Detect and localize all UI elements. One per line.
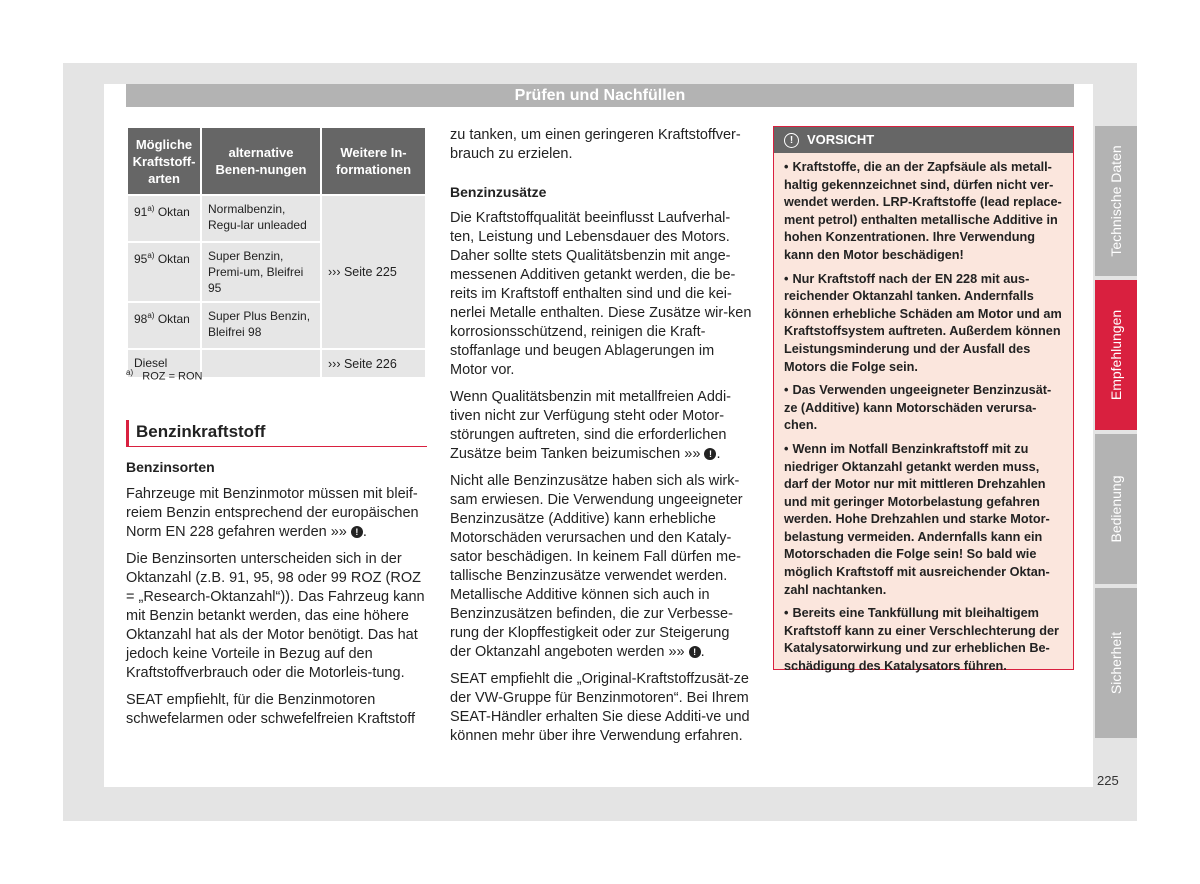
warning-title: VORSICHT	[807, 132, 875, 147]
reference-link-benzin[interactable]: ››› Seite 225	[321, 195, 426, 349]
page-header: Prüfen und Nachfüllen	[126, 84, 1074, 107]
table-header: Weitere In-formationen	[321, 127, 426, 195]
fuel-type-cell: 95$^{a)}$ Oktan	[127, 242, 201, 302]
fuel-type-cell: 91$^{a)}$ Oktan	[127, 195, 201, 242]
paragraph: Fahrzeuge mit Benzinmotor müssen mit bleif-reiem Benzin entsprechend der europäischen Norm EN 228 gefahren werden »» ! .	[126, 486, 419, 540]
subheading-benzinsorten: Benzinsorten	[126, 459, 215, 475]
table-header: Mögliche Kraftstoff-arten	[127, 127, 201, 195]
column-2-top-text	[450, 126, 754, 172]
warning-ref-icon: !	[704, 448, 716, 460]
warning-ref-icon: !	[351, 526, 363, 538]
table-header-row	[127, 127, 426, 195]
paragraph: SEAT empfiehlt, für die Benzinmotoren schwefelarmen oder schwefelfreien Kraftstoff	[126, 692, 416, 727]
side-tab-technische-daten[interactable]	[1095, 126, 1137, 276]
table-row	[127, 195, 426, 242]
warning-ref-icon: !	[689, 646, 701, 658]
column-1-text	[126, 485, 430, 737]
warning-item: • Nur Kraftstoff nach der EN 228 mit aus-reichender Oktanzahl tanken. Andernfalls können erhebliche Schäden am Motor und am Kraftstoffsystem auftreten. Außerdem können Leistungsminderung und der Ausfall des Motors die Folge sein.	[784, 271, 1062, 374]
warning-item: • Das Verwenden ungeeigneter Benzinzusät-ze (Additive) kann Motorschäden verursa-chen.	[784, 383, 1052, 433]
side-tab-label: Empfehlungen	[1108, 309, 1124, 401]
column-2-text	[450, 209, 754, 754]
paragraph: Wenn Qualitätsbenzin mit metallfreien Addi-tiven nicht zur Verfügung steht oder Motor-störungen auftreten, sind die erforderlichen Zusätze beim Tanken beizumischen »» ! .	[450, 389, 732, 462]
page-number: 225	[1097, 773, 1119, 788]
side-tab-label: Bedienung	[1108, 475, 1124, 543]
paragraph: Die Kraftstoffqualität beeinflusst Laufverhal-ten, Leistung und Lebensdauer des Motors. Daher sollte stets Qualitätsbenzin mit ange-messenen Additiven getankt werden, die be-reits im Kraftstoff enthalten sind und die kei-nerlei Metalle enthalten. Diese Zusätze wir-ken korrosionsschützend, reinigen die Kraft-stoffanlage und beugen Ablagerungen im Motor vor.	[450, 210, 752, 378]
warning-item: • Wenn im Notfall Benzinkraftstoff mit zu niedriger Oktanzahl getankt werden muss, darf der Motor nur mit mittleren Drehzahlen und mit geringer Motorbelastung gefahren werden. Hohe Drehzahlen und starke Motor-belastung vermeiden. Andernfalls kann ein Motorschaden die Folge sein! So bald wie möglich Kraftstoff mit ausreichender Oktan-zahl nachtanken.	[784, 441, 1050, 597]
table-header: alternative Benen-nungen	[201, 127, 321, 195]
alert-icon: !	[784, 133, 799, 148]
alt-name-cell: Super Plus Benzin, Bleifrei 98	[201, 302, 321, 349]
side-tab-label: Technische Daten	[1108, 145, 1124, 257]
paragraph: Nicht alle Benzinzusätze haben sich als wirk-sam erwiesen. Die Verwendung ungeeigneter Benzinzusätze (Additive) kann erhebliche Motorschäden verursachen und den Kataly-sator beschädigen. In keinem Fall dürfen me-tallische Benzinzusätze verwendet werden. Metallische Additive können sich auch in Benzinzusätzen befinden, die zur Verbesse-rung der Klopffestigkeit oder zur Steigerung der Oktanzahl angeboten werden »» ! .	[450, 473, 743, 660]
table-footnote: $^{a)}$ ROZ = RON	[126, 368, 203, 383]
paragraph: SEAT empfiehlt die „Original-Kraftstoffzusät-ze der VW-Gruppe für Benzinmotoren“. Bei Ihrem SEAT-Händler erhalten Sie diese Additi-ve und können mehr über ihre Verwendung erfahren.	[450, 671, 750, 744]
reference-link-diesel[interactable]: ››› Seite 226	[321, 349, 426, 378]
side-tab-sicherheit[interactable]	[1095, 588, 1137, 738]
subheading-benzinzusaetze: Benzinzusätze	[450, 184, 547, 200]
warning-list	[774, 153, 1073, 676]
fuel-table	[126, 126, 427, 379]
alt-name-cell: Super Benzin, Premi-um, Bleifrei 95	[201, 242, 321, 302]
warning-item: • Kraftstoffe, die an der Zapfsäule als metall-haltig gekennzeichnet sind, dürfen nicht ver-wendet werden. LRP-Kraftstoffe (lead replace-ment petrol) enthalten metallische Additive in hohen Konzentrationen. Ihre Verwendung kann den Motor beschädigen!	[784, 160, 1062, 262]
warning-box	[773, 126, 1074, 674]
paragraph: Die Benzinsorten unterscheiden sich in der Oktanzahl (z.B. 91, 95, 98 oder 99 ROZ (ROZ = „Research-Oktanzahl“)). Das Fahrzeug kann mit Benzin betankt werden, das eine höhere Oktanzahl hat als der Motor benötigt. Das hat jedoch keine Vorteile in Bezug auf den Kraftstoffverbrauch oder die Motorleis-tung.	[126, 551, 425, 681]
warning-item: • Bereits eine Tankfüllung mit bleihaltigem Kraftstoff kann zu einer Verschlechterung der Katalysatorwirkung und zur erheblichen Be-schädigung des Katalysators führen.	[784, 606, 1059, 674]
section-title: Benzinkraftstoff	[126, 420, 427, 447]
side-tab-label: Sicherheit	[1108, 631, 1124, 695]
side-tab-bedienung[interactable]	[1095, 434, 1137, 584]
warning-header	[774, 127, 1073, 153]
side-tab-empfehlungen[interactable]	[1095, 280, 1137, 430]
fuel-type-cell: Diesel	[127, 349, 201, 378]
alt-name-cell	[201, 349, 321, 378]
paragraph: zu tanken, um einen geringeren Kraftstoffver-brauch zu erzielen.	[450, 127, 741, 162]
alt-name-cell: Normalbenzin, Regu-lar unleaded	[201, 195, 321, 242]
fuel-type-cell: 98$^{a)}$ Oktan	[127, 302, 201, 349]
